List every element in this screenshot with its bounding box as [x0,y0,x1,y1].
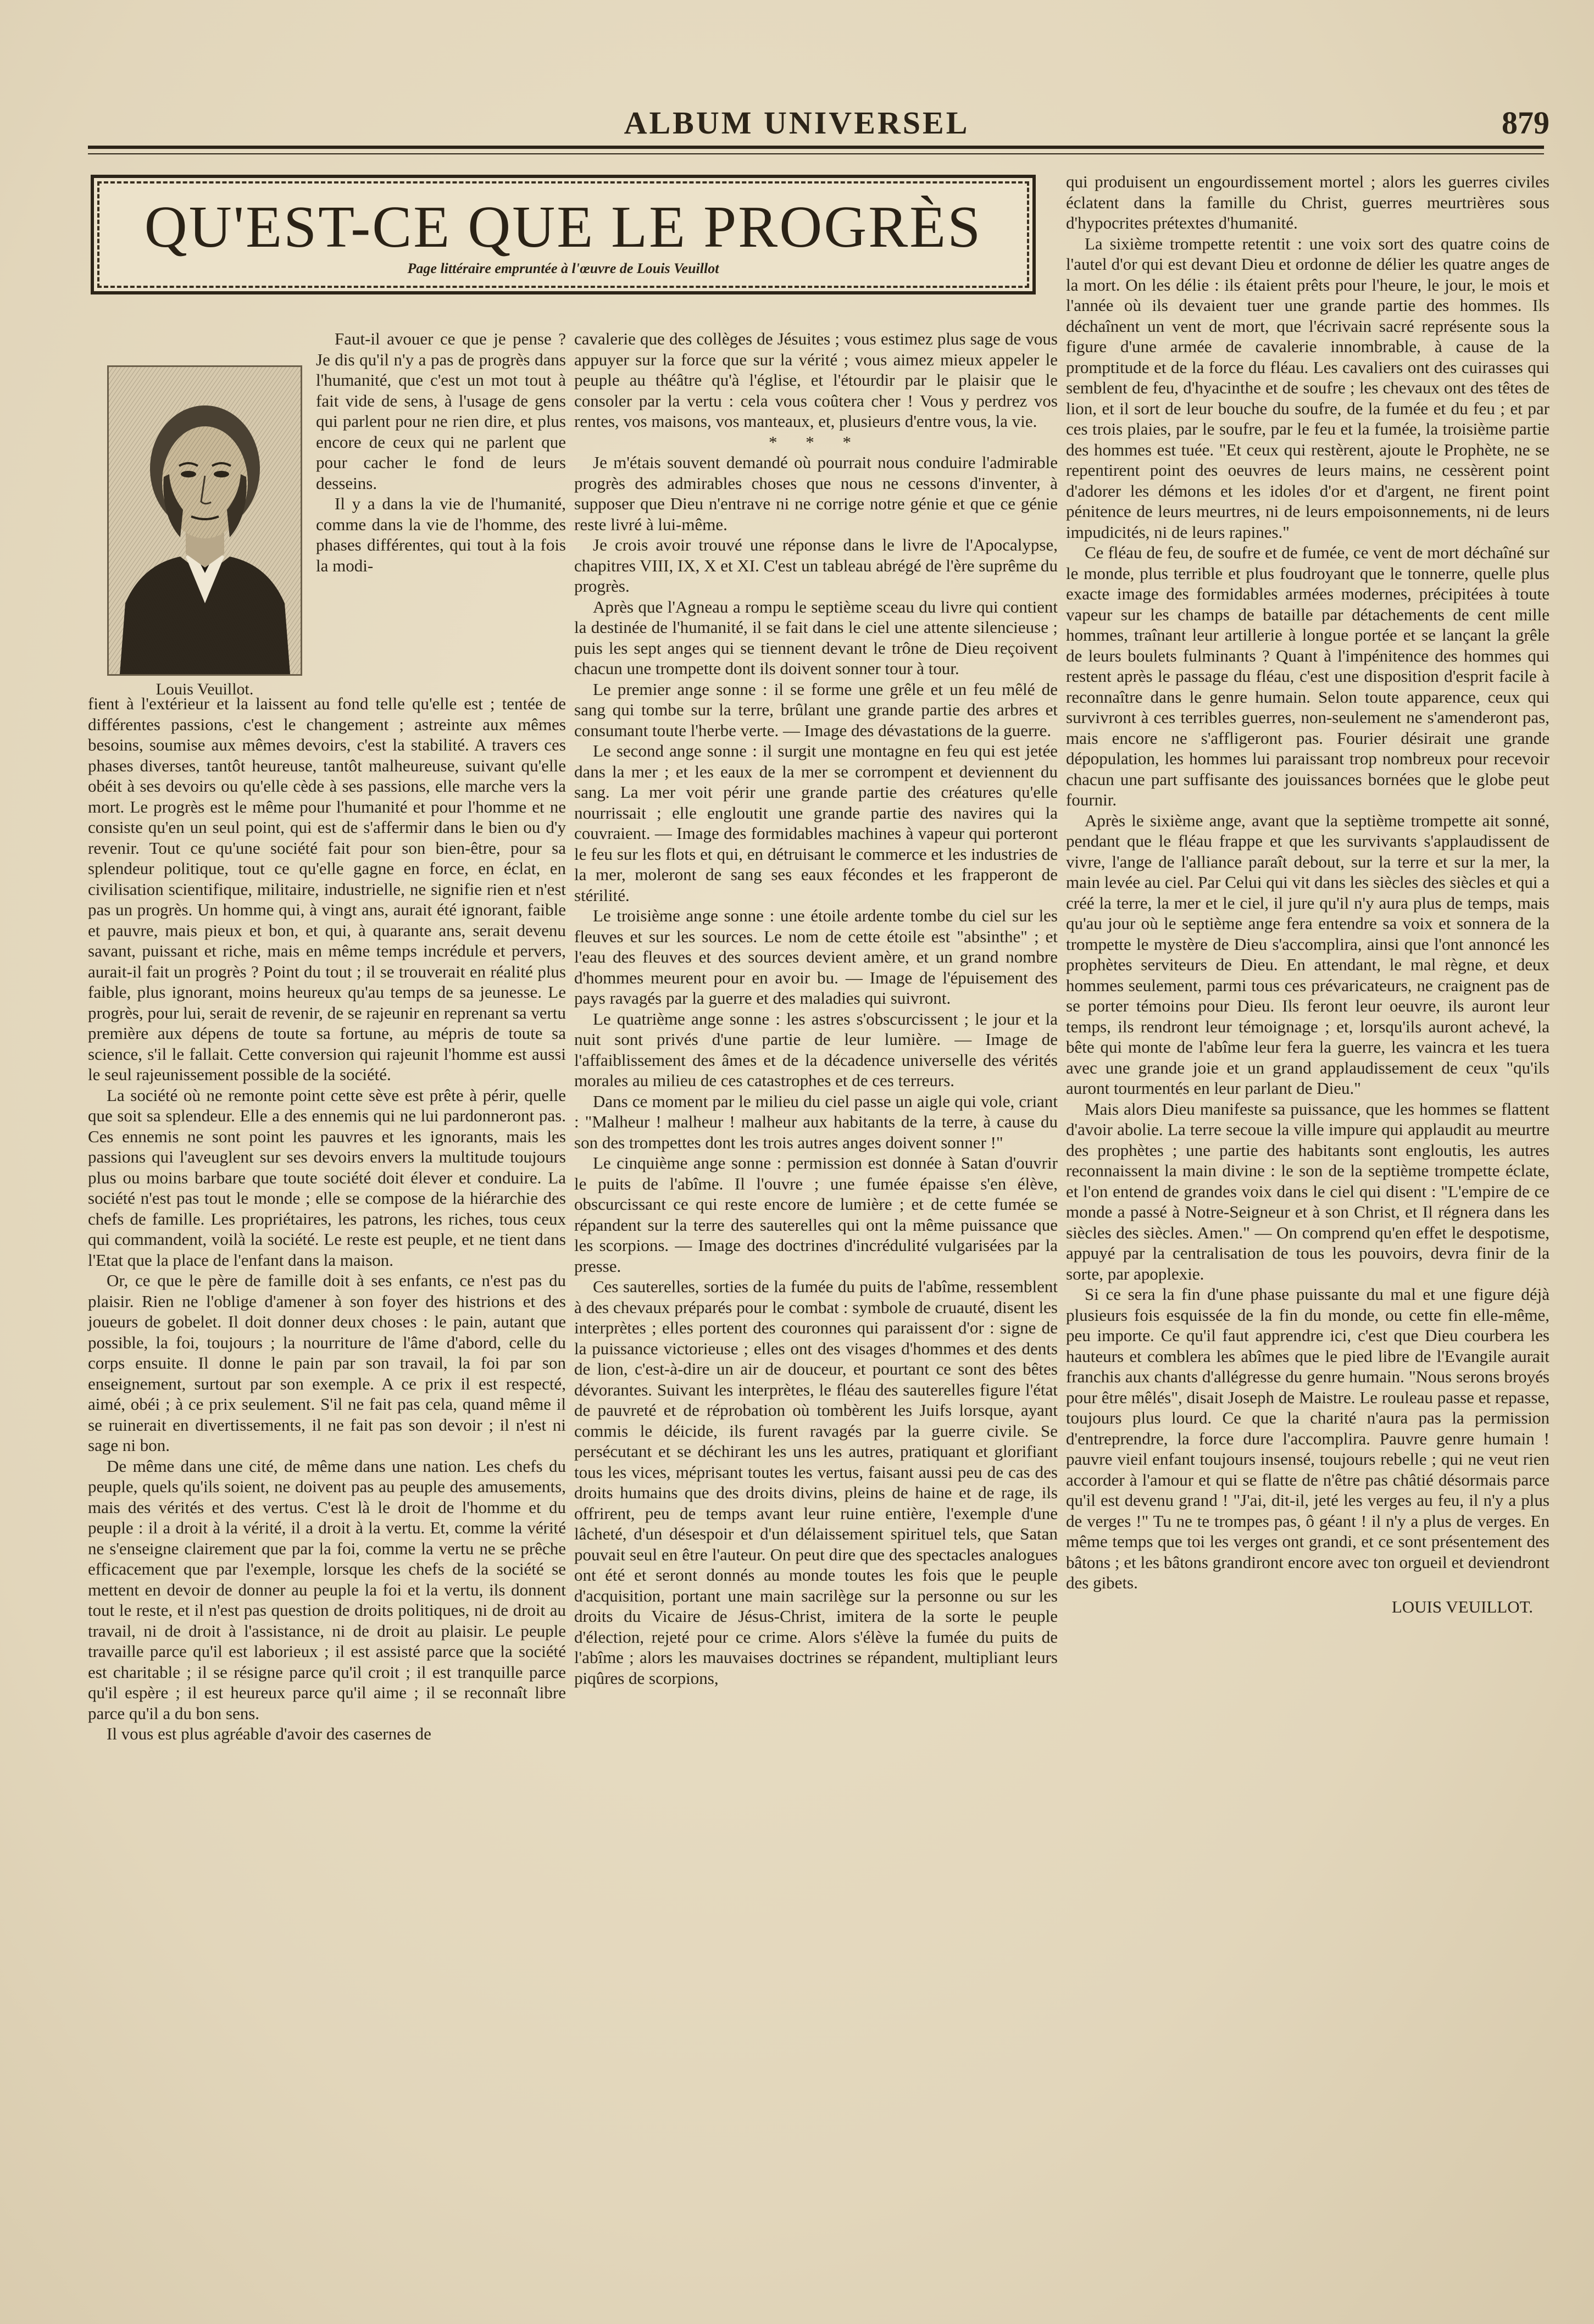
paragraph: Ce fléau de feu, de soufre et de fumée, ce vent de mort déchaîné sur le monde, plus terrible et plus foudroyant que le tonnerre, quelle plus exacte image des formidables armées modernes, précipitées à toute vapeur sur les champs de bataille par détachements de cent mille hommes, traînant leur artillerie à longue portée et se lançant la grêle de leurs boulets fulminants ? Quant à l'impénitence des hommes qui restent après le passage du fléau, c'est une disposition d'esprit facile à reconnaître dans le genre humain. Selon toute apparence, ceux qui survivront à ces terribles guerres, non-seulement ne s'amenderont pas, mais encore ne s'affligeront pas. Fourier désirait une grande dépopulation, les hommes lui paraissant trop nombreux pour recevoir chacun une part suffisante des jouissances bornées que le globe peut fournir. [1066,543,1549,809]
paragraph: cavalerie que des collèges de Jésuites ; vous estimez plus sage de vous appuyer sur la force que sur la vérité ; vous aimez mieux appeler le peuple au théâtre qu'à l'église, et l'étourdir par le plaisir que le consoler par la vertu : cela vous coûtera cher ! Vous y perdrez vos rentes, vos maisons, vos manteaux, et, plusieurs d'entre vous, la vie. [574,329,1058,431]
paragraph: Si ce sera la fin d'une phase puissante du mal et une figure déjà plusieurs fois esquissée de la fin du monde, ou cette fin elle-même, peu importe. Ce qu'il faut apprendre ici, c'est que Dieu courbera les hauteurs et comblera les abîmes que le pied libre de l'Evangile aurait franchis aux chants d'allégresse du genre humain. "Nous serons broyés pour être mêlés", disait Joseph de Maistre. Le rouleau passe et repasse, toujours plus lourd. Ce que la charité n'aura pas la permission d'entreprendre, la force dure l'accomplira. Pauvre genre humain ! pauvre vieil enfant toujours insensé, toujours rebelle ; qui ne veut rien accorder à l'amour et qui se flatte de n'être pas châtié désormais parce qu'il est devenu grand ! "J'ai, dit-il, jeté les verges au feu, il n'y a plus de verges !" Tu ne te trompes pas, ô géant ! il n'y a plus de verges. En même temps que toi les verges ont grandi, et ce sont présentement des bâtons ; et les bâtons grandiront encore avec ton orgueil et deviendront des gibets. [1066,1285,1549,1592]
header-rule [88,146,1544,149]
article-title: QU'EST-CE QUE LE PROGRÈS [144,194,982,260]
paragraph: Faut-il avouer ce que je pense ? Je dis qu'il n'y a pas de progrès dans l'humanité, que c'est un mot tout à fait vide de sens, à l'usage de gens qui parlent pour ne rien dire, et plus encore de ceux qui ne parlent que pour cacher le fond de leurs desseins. [316,329,566,493]
paragraph: Après que l'Agneau a rompu le septième sceau du livre qui contient la destinée de l'humanité, il se fait dans le ciel une attente silencieuse ; puis les sept anges qui se tiennent devant le trône de Dieu reçoivent chacun une trompette dont ils doivent sonner tour à tour. [574,597,1058,678]
section-separator: * * * [769,432,863,452]
header-rule-thin [88,153,1544,154]
article-subtitle: Page littéraire empruntée à l'œuvre de Louis Veuillot [407,260,719,276]
paragraph: La sixième trompette retentit : une voix sort des quatre coins de l'autel d'or qui est devant Dieu et ordonne de délier les quatre anges de la mort. On les délie : ils étaient prêts pour l'heure, le jour, le mois et l'année où ils devaient tuer une grande partie des hommes. Ils déchaînent un vent de mort, que l'écrivain sacré représente sous la figure d'une armée de cavalerie innombrable, à cause de la promptitude et de la force du fléau. Les cavaliers ont des cuirasses qui semblent de feu, d'hyacinthe et de soufre ; les chevaux ont des têtes de lion, et il sort de leur bouche du soufre, de la fumée et du feu ; et par ces trois plaies, par le soufre, par le feu et la fumée, la troisième partie des hommes est tuée. "Et ceux qui restèrent, ajoute le Prophète, ne se repentirent point des oeuvres de leurs mains, ne cessèrent point d'adorer les démons et les idoles d'or et d'argent, ne firent point pénitence de leurs meurtres, ni de leurs empoisonnements, ni de leurs impudicités, ni de leurs rapines." [1066,233,1549,542]
paragraph: Après le sixième ange, avant que la septième trompette ait sonné, pendant que le fléau frappe et que les survivants s'applaudissent de vivre, l'ange de l'alliance paraît debout, sur la terre et sur la mer, la main levée au ciel. Par Celui qui vit dans les siècles des siècles et qui a créé la terre, la mer et le ciel, il jure qu'il n'y aura plus de temps, mais qu'au jour où le septième ange fera entendre sa voix et sonnera de la trompette le mystère de Dieu s'accomplira, ainsi que l'ont annoncé les prophètes serviteurs de Dieu. En attendant, le mal règne, et deux hommes seulement, parmi tous ces prévaricateurs, ne craignent pas de se porter témoins pour Dieu. Ils feront leur oeuvre, ils auront leur temps, ils rendront leur témoignage ; et, lorsqu'ils auront achevé, la bête qui monte de l'abîme leur fera la guerre, les vaincra et les tuera avec une grande joie et un grand applaudissement de ceux "qu'ils auront tourmentés en leur parlant de Dieu." [1066,810,1549,1098]
page-number: 879 [1502,105,1549,141]
portrait-image [109,367,301,674]
article-title-box [91,175,1036,294]
paragraph: Il vous est plus agréable d'avoir des casernes de [107,1724,431,1743]
portrait-engraving [107,365,302,676]
author-signature: LOUIS VEUILLOT. [1391,1597,1533,1616]
paragraph: Le second ange sonne : il surgit une montagne en feu qui est jetée dans la mer ; et les eaux de la mer se corrompent et deviennent du sang. La mer voit périr une grande partie des créatures qu'elle nourrissait ; elle engloutit une grande partie des navires qui la couvraient. — Image des formidables machines à vapeur qui porteront le feu sur les flots et qui, en détruisant le commerce et les industries de la mer, moleront de sang ses eaux fécondes et les frapperont de stérilité. [574,741,1058,905]
paragraph: Je crois avoir trouvé une réponse dans le livre de l'Apocalypse, chapitres VIII, IX, X et XI. C'est un tableau abrégé de l'ère suprême du progrès. [574,535,1058,596]
paragraph: fient à l'extérieur et la laissent au fond telle qu'elle est ; tentée de différentes passions, c'est le changement ; astreinte aux mêmes besoins, soumise aux mêmes devoirs, c'est la stabilité. A travers ces phases diverses, tantôt heureuse, tantôt malheureuse, suivant qu'elle obéit à ses devoirs ou qu'elle cède à ses passions, elle marche vers la mort. Le progrès est le même pour l'humanité et pour l'homme et ne consiste qu'en un seul point, qui est de s'affermir dans le bien ou d'y revenir. Tout ce qu'une société fait pour son bien-être, pour sa splendeur politique, tout ce qu'elle gagne en force, en éclat, en civilisation scientifique, militaire, industrielle, ne signifie rien et n'est pas un progrès. Un homme qui, à vingt ans, aurait été ignorant, faible et pauvre, mais pieux et bon, et qui, à quarante ans, serait devenu savant, puissant et riche, mais en même temps incrédule et pervers, aurait-il fait un progrès ? Point du tout ; il se trouverait en réalité plus faible, plus ignorant, moins heureux qu'au temps de sa jeunesse. Le progrès, pour lui, serait de revenir, de se rajeunir en reprenant sa vertu première aux dépens de toute sa fortune, au mépris de toute sa science, s'il le fallait. Cette conversion qui rajeunit l'homme est aussi le seul rajeunissement possible de la société. [88,694,566,1084]
paragraph: De même dans une cité, de même dans une nation. Les chefs du peuple, quels qu'ils soient, ne doivent pas au peuple des amusements, mais des vérités et des vertus. C'est là le droit de l'homme et du peuple : il a droit à la vérité, il a droit à la vertu. Et, comme la vérité ne s'enseigne clairement que par la foi, comme la vertu ne se prêche efficacement que par l'exemple, lorsque les chefs de la société se mettent en devoir de donner au peuple la foi et la vertu, ils donnent tout le reste, et il n'est pas question de droits politiques, ni de droit au travail, ni de droit à l'assistance, ni de droit au plaisir. Le peuple travaille parce qu'il est laborieux ; il est assisté parce que la société est charitable ; il se résigne parce qu'il croit ; il est tranquille parce qu'il espère ; il est heureux parce qu'il aime ; il se reconnaît libre parce qu'il a du bon sens. [88,1456,566,1723]
paragraph: Ces sauterelles, sorties de la fumée du puits de l'abîme, ressemblent à des chevaux préparés pour le combat : symbole de cruauté, disent les interprètes ; elles portent des couronnes qui paraissent d'or : signe de la puissance victorieuse ; elles ont des visages d'hommes et des dents de lion, c'est-à-dire un air de douceur, et pourtant ce sont des bêtes dévorantes. Suivant les interprètes, le fléau des sauterelles figure l'état de pauvreté et de réprobation où tombèrent les Juifs lorsque, ayant commis le déicide, ils furent ravagés par la guerre civile. Se persécutant et se déchirant les uns les autres, pratiquant et glorifiant tous les vices, méprisant toutes les vertus, faisant aussi peu de cas des droits humains que des droits divins, pleins de haine et de rage, ils offrirent, peu de temps avant leur ruine entière, l'exemple d'une lâcheté, d'un désespoir et d'un délaissement spirituel tels, que Satan pouvait seul en être l'auteur. On peut dire que des spectacles analogues ont été et seront donnés au monde toutes les fois que le peuple d'acquisition, portant une main sacrilège sur la personne ou sur les droits du Vicaire de Jésus-Christ, imitera de la sorte le peuple d'élection, rejeté pour ce crime. Alors s'élève la fumée du puits de l'abîme ; alors les mauvaises doctrines se répandent, multipliant leurs piqûres de scorpions, [574,1277,1058,1688]
paragraph: Le premier ange sonne : il se forme une grêle et un feu mêlé de sang qui tombe sur la terre, brûlant une grande partie des arbres et consumant toute l'herbe verte. — Image des dévastations de la guerre. [574,679,1058,740]
publication-title: ALBUM UNIVERSEL [624,105,970,141]
paragraph: Or, ce que le père de famille doit à ses enfants, ce n'est pas du plaisir. Rien ne l'oblige d'amener à son foyer des histrions et des joueurs de gobelet. Il doit donner deux choses : le pain, autant que possible, la foi, toujours ; la nourriture de l'âme d'abord, celle du corps ensuite. Il donne le pain par son travail, la foi par son enseignement, surtout par son exemple. A ce prix il est respecté, aimé, obéi ; à ce prix seulement. S'il ne fait pas cela, quand même il se ruinerait en divertissements, il ne fait pas son devoir ; il n'est ni sage ni bon. [88,1271,566,1455]
column-2 [574,329,1058,1688]
paragraph: qui produisent un engourdissement mortel ; alors les guerres civiles éclatent dans la famille du Christ, guerres meurtrières sous d'hypocrites prétextes d'humanité. [1066,172,1549,232]
paragraph: La société où ne remonte point cette sève est prête à périr, quelle que soit sa splendeur. Elle a des ennemis qui ne lui pardonneront pas. Ces ennemis ne sont point les pauvres et les ignorants, mais les passions qui l'aveuglent sur ses devoirs envers la multitude toujours plus ou moins barbare que toute société doit élever et conduire. La société n'est pas tout le monde ; elle se compose de la hiérarchie des chefs de famille. Les propriétaires, les patrons, les riches, tous ceux qui commandent, voilà la société. Le reste est peuple, et ne tient dans l'Etat que la place de l'enfant dans la maison. [88,1085,566,1270]
paragraph: Le cinquième ange sonne : permission est donnée à Satan d'ouvrir le puits de l'abîme. Il l'ouvre ; une fumée épaisse s'en élève, obscurcissant ce qui reste encore de lumière ; et de cette fumée se répandent sur la terre des sauterelles qui ont la même puissance que les scorpions. — Image des doctrines d'incrédulité vulgarisées par la presse. [574,1153,1058,1276]
column-3 [1066,171,1549,1617]
paragraph: Le troisième ange sonne : une étoile ardente tombe du ciel sur les fleuves et sur les sources. Le nom de cette étoile est "absinthe" ; et l'eau des fleuves et des sources devient amère, et un grand nombre d'hommes meurent pour en avoir bu. — Image de l'épuisement des pays ravagés par la guerre et des maladies qui suivront. [574,906,1058,1008]
column-1-beside-portrait [316,329,566,576]
paragraph: Il y a dans la vie de l'humanité, comme dans la vie de l'homme, des phases différentes, qui tout à la fois la modi- [316,494,566,575]
paragraph: Mais alors Dieu manifeste sa puissance, que les hommes se flattent d'avoir abolie. La terre secoue la ville impure qui applaudit au meurtre des prophètes ; une partie des habitants sont engloutis, les autres reconnaissent la main divine : le son de la septième trompette éclate, et l'on entend de grandes voix dans le ciel qui disent : "L'empire de ce monde a passé à Notre-Seigneur et à son Christ, et Il régnera dans les siècles des siècles. Amen." — On comprend qu'en effet le despotisme, appuyé par la centralisation de tous les pouvoirs, devra finir de la sorte, par apoplexie. [1066,1099,1549,1283]
column-1 [88,693,566,1744]
paragraph: Le quatrième ange sonne : les astres s'obscurcissent ; le jour et la nuit sont privés d'une partie de leur lumière. — Image de l'affaiblissement des âmes et de la décadence universelle des vérités morales au milieu de ces catastrophes et de ces terreurs. [574,1009,1058,1090]
portrait-caption: Louis Veuillot. [155,680,254,698]
paragraph: Je m'étais souvent demandé où pourrait nous conduire l'admirable progrès des admirables choses que nous ne cessons d'inventer, à supposer que Dieu n'entrave ni ne corrige notre génie et que ce génie reste livré à lui-même. [574,453,1058,534]
paragraph: Dans ce moment par le milieu du ciel passe un aigle qui vole, criant : "Malheur ! malheur ! malheur aux habitants de la terre, à cause du son des trompettes dont les trois autres anges doivent sonner !" [574,1091,1058,1152]
